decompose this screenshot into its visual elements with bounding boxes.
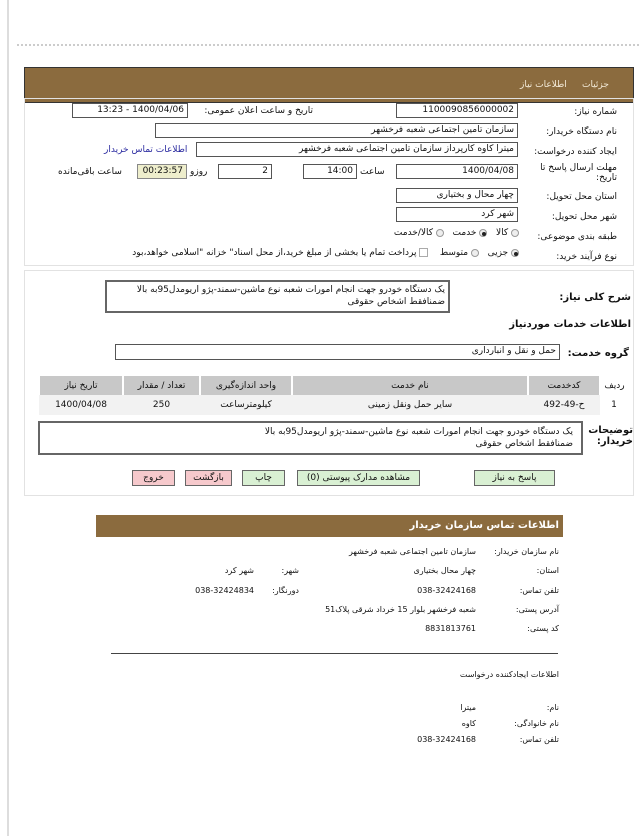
buyer-org-label: نام دستگاه خریدار: bbox=[546, 127, 617, 137]
cell-qty: 250 bbox=[123, 395, 200, 415]
service-group-label: گروه خدمت: bbox=[567, 348, 629, 359]
contact-address: شعبه فرخشهر بلوار 15 خرداد شرقی پلاک51 bbox=[325, 605, 476, 614]
radio-medium[interactable] bbox=[471, 249, 479, 257]
days-field[interactable]: 2 bbox=[218, 164, 272, 179]
contact-province: چهار محال بختیاری bbox=[413, 566, 476, 575]
deadline-label: مهلت ارسال پاسخ تا تاریخ: bbox=[540, 163, 617, 183]
cell-row: 1 bbox=[600, 395, 628, 415]
treasury-checkbox[interactable] bbox=[419, 248, 428, 257]
radio-goods-label: کالا bbox=[495, 228, 509, 238]
radio-service[interactable] bbox=[479, 229, 487, 237]
remaining-timer: 00:23:57 bbox=[137, 164, 187, 179]
city-field[interactable]: شهر کرد bbox=[396, 207, 518, 222]
services-title: اطلاعات خدمات موردنیاز bbox=[509, 319, 631, 330]
contact-phone-label: تلفن تماس: bbox=[519, 586, 559, 595]
radio-medium-label: متوسط bbox=[439, 248, 469, 258]
description-box bbox=[105, 280, 450, 313]
cell-unit: کیلومترساعت bbox=[200, 395, 292, 415]
left-border bbox=[7, 0, 9, 836]
remaining-label: ساعت باقی‌مانده bbox=[58, 167, 122, 177]
category-radios bbox=[394, 228, 519, 238]
radio-goods-service[interactable] bbox=[436, 229, 444, 237]
creator-family-label: نام خانوادگی: bbox=[514, 719, 559, 728]
need-number-label: شماره نیاز: bbox=[574, 107, 617, 117]
contact-phone: 038-32424168 bbox=[417, 586, 476, 595]
category-label: طبقه بندی موضوعی: bbox=[537, 232, 617, 242]
col-date: تاریخ نیاز bbox=[39, 376, 123, 395]
col-name: نام خدمت bbox=[292, 376, 528, 395]
creator-name-label: نام: bbox=[546, 703, 559, 712]
contact-org-label: نام سازمان خریدار: bbox=[494, 547, 559, 556]
tab-need-info[interactable]: اطلاعات نیاز bbox=[520, 80, 567, 90]
contact-org: سازمان تامین اجتماعی شعبه فرخشهر bbox=[349, 547, 476, 556]
radio-goods[interactable] bbox=[511, 229, 519, 237]
creator-family: کاوه bbox=[461, 719, 476, 728]
contact-fax-label: دورنگار: bbox=[272, 586, 299, 595]
attachments-button[interactable]: مشاهده مدارک پیوستی (0) bbox=[297, 470, 420, 486]
city-label: شهر محل تحویل: bbox=[551, 212, 617, 222]
radio-minor-label: جزیی bbox=[487, 248, 509, 258]
cell-date: 1400/04/08 bbox=[39, 395, 123, 415]
creator-name: میترا bbox=[460, 703, 476, 712]
services-table bbox=[38, 376, 628, 415]
section-divider bbox=[111, 653, 558, 654]
buyer-notes-line1: یک دستگاه خودرو جهت انجام امورات شعبه نوع ماشین-سمند-پژو اریومدل95به بالا bbox=[264, 427, 573, 437]
creator-phone: 038-32424168 bbox=[417, 735, 476, 744]
payment-note: پرداخت تمام یا بخشی از مبلغ خرید،از محل اسناد" خزانه "اسلامی خواهد،بود bbox=[132, 248, 417, 258]
cell-code: ح-49-492 bbox=[528, 395, 600, 415]
buyer-notes-box bbox=[38, 421, 583, 455]
description-line2: ضمنافقط اشخاص حقوقی bbox=[347, 297, 445, 307]
tab-details[interactable]: جزئیات bbox=[582, 80, 609, 90]
dotted-divider bbox=[17, 44, 639, 46]
print-button[interactable]: چاپ bbox=[242, 470, 285, 486]
back-button[interactable]: بازگشت bbox=[185, 470, 232, 486]
contact-fax: 038-32424834 bbox=[195, 586, 254, 595]
creator-info-title: اطلاعات ایجادکننده درخواست bbox=[459, 670, 559, 679]
description-label: شرح کلی نیاز: bbox=[559, 292, 631, 303]
contact-city: شهر کرد bbox=[224, 566, 254, 575]
reply-button[interactable]: پاسخ به نیاز bbox=[474, 470, 555, 486]
radio-service-label: خدمت bbox=[452, 228, 477, 238]
col-qty: تعداد / مقدار bbox=[123, 376, 200, 395]
contact-address-label: آدرس پستی: bbox=[515, 605, 559, 614]
contact-postal: 8831813761 bbox=[425, 624, 476, 633]
process-label: نوع فرآیند خرید: bbox=[556, 252, 617, 262]
process-radios bbox=[132, 248, 519, 258]
creator-phone-label: تلفن تماس: bbox=[519, 735, 559, 744]
cell-name: سایر حمل ونقل زمینی bbox=[292, 395, 528, 415]
need-number-field[interactable]: 1100090856000002 bbox=[396, 103, 518, 118]
col-unit: واحد اندازه‌گیری bbox=[200, 376, 292, 395]
contact-city-label: شهر: bbox=[281, 566, 299, 575]
time-label: ساعت bbox=[360, 167, 385, 177]
province-label: استان محل تحویل: bbox=[546, 192, 617, 202]
service-group-field[interactable]: حمل و نقل و انبارداری bbox=[115, 344, 560, 360]
buyer-contact-link[interactable]: اطلاعات تماس خریدار bbox=[104, 145, 188, 155]
creator-label: ایجاد کننده درخواست: bbox=[534, 147, 617, 157]
announce-label: تاریخ و ساعت اعلان عمومی: bbox=[204, 106, 313, 116]
buyer-notes-label: توضیحات خریدار: bbox=[588, 425, 633, 447]
table-row bbox=[39, 395, 628, 415]
buyer-org-field[interactable]: سازمان تامین اجتماعی شعبه فرخشهر bbox=[155, 123, 518, 138]
radio-goods-service-label: کالا/خدمت bbox=[393, 228, 434, 238]
province-field[interactable]: چهار محال و بختیاری bbox=[396, 188, 518, 203]
col-code: کدخدمت bbox=[528, 376, 600, 395]
contact-province-label: استان: bbox=[536, 566, 559, 575]
buyer-notes-line2: ضمنافقط اشخاص حقوقی bbox=[475, 439, 573, 449]
creator-field[interactable]: میترا کاوه کارپرداز سازمان تامین اجتماعی شعبه فرخشهر bbox=[196, 142, 518, 157]
announce-field[interactable]: 1400/04/06 - 13:23 bbox=[72, 103, 188, 118]
description-line1: یک دستگاه خودرو جهت انجام امورات شعبه نوع ماشین-سمند-پژو اریومدل95به بالا bbox=[136, 285, 445, 295]
deadline-time-field[interactable]: 14:00 bbox=[303, 164, 357, 179]
radio-minor[interactable] bbox=[511, 249, 519, 257]
exit-button[interactable]: خروج bbox=[132, 470, 175, 486]
contact-postal-label: کد پستی: bbox=[527, 624, 559, 633]
contact-title: اطلاعات تماس سازمان خریدار bbox=[409, 520, 559, 531]
deadline-date-field[interactable]: 1400/04/08 bbox=[396, 164, 518, 179]
col-row: ردیف bbox=[600, 376, 628, 395]
days-label: روزو bbox=[190, 167, 208, 177]
